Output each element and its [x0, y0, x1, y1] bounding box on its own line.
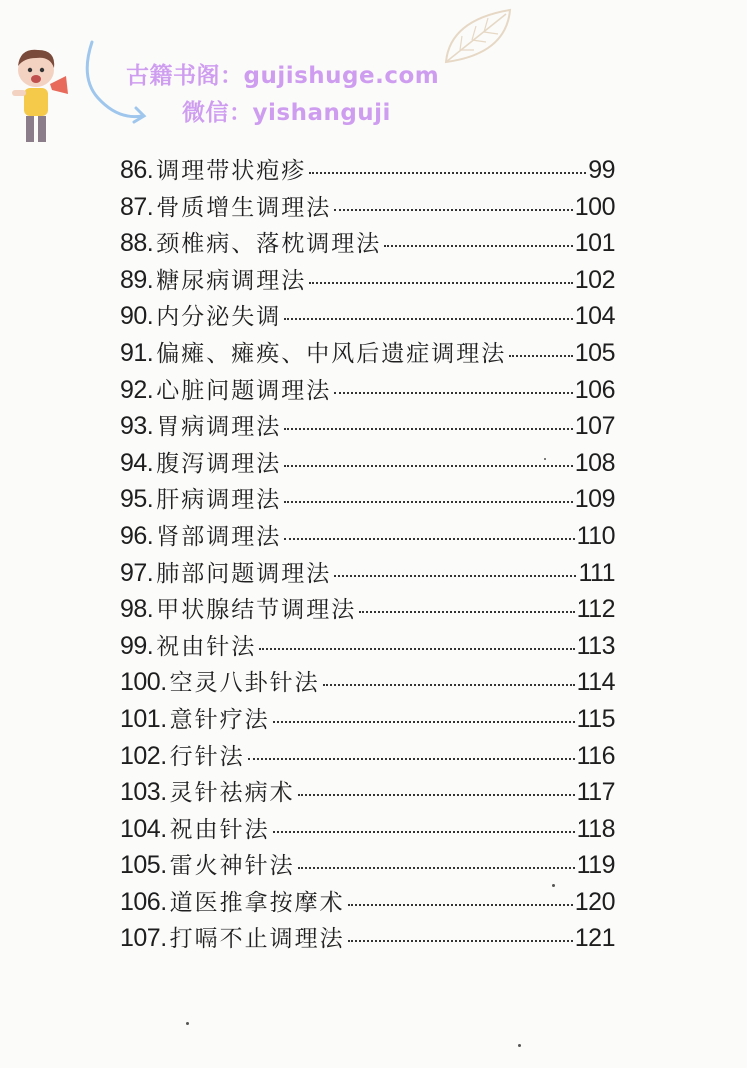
toc-entry-title: 祝由针法	[169, 816, 270, 843]
toc-dot-leader	[284, 501, 573, 503]
toc-entry-title: 道医推拿按摩术	[169, 889, 345, 916]
toc-entry-page: 104	[574, 302, 615, 331]
toc-entry-page: 117	[576, 778, 615, 807]
toc-entry-page: 106	[574, 375, 615, 404]
toc-entry	[120, 445, 615, 482]
toc-entry-number: 93.	[120, 412, 154, 441]
toc-entry-number: 90.	[120, 302, 154, 331]
toc-dot-leader	[348, 904, 573, 906]
toc-entry-page: 109	[574, 485, 615, 514]
toc-dot-leader	[309, 282, 573, 284]
toc-entry-number: 104.	[120, 814, 167, 843]
toc-dot-leader	[284, 538, 574, 540]
toc-entry-page: 100	[574, 192, 615, 221]
toc-entry-title: 调理带状疱疹	[156, 158, 307, 184]
toc-entry-number: 100.	[120, 668, 167, 697]
toc-dot-leader	[348, 940, 573, 942]
toc-entry-page: 114	[576, 668, 615, 697]
toc-entry	[120, 189, 615, 226]
toc-entry-page: 115	[576, 704, 615, 733]
toc-entry	[120, 920, 615, 957]
toc-entry	[120, 847, 615, 884]
toc-entry-page: 120	[574, 887, 615, 916]
toc-entry-page: 121	[574, 924, 615, 953]
toc-entry-number: 96.	[120, 521, 154, 550]
toc-entry-number: 99.	[120, 631, 154, 660]
toc-entry-number: 103.	[120, 778, 167, 807]
toc-entry	[120, 811, 615, 848]
scan-speck	[186, 1022, 189, 1025]
toc-entry-title: 灵针祛病术	[169, 780, 295, 807]
toc-entry-number: 97.	[120, 558, 154, 587]
toc-entry-page: 101	[574, 229, 615, 258]
toc-entry	[120, 555, 615, 592]
toc-entry	[120, 372, 615, 409]
toc-entry-title: 肾部调理法	[156, 523, 282, 550]
toc-entry-number: 89.	[120, 265, 154, 294]
toc-entry-page: 105	[574, 338, 615, 367]
toc-entry-title: 胃病调理法	[156, 414, 282, 441]
toc-entry-number: 101.	[120, 704, 167, 733]
toc-entry-title: 行针法	[169, 743, 245, 770]
watermark-site: 古籍书阁：gujishuge.com	[126, 63, 440, 89]
toc-dot-leader	[248, 758, 575, 760]
toc-entry-number: 106.	[120, 887, 167, 916]
toc-dot-leader	[334, 575, 576, 577]
toc-dot-leader	[273, 831, 575, 833]
toc-entry-page: 99	[588, 156, 615, 184]
watermark-wechat: 微信：yishanguji	[182, 100, 391, 126]
scan-speck	[552, 884, 555, 887]
toc-entry-title: 肺部问题调理法	[156, 560, 332, 587]
toc-entry-number: 86.	[120, 156, 154, 184]
toc-dot-leader	[284, 318, 573, 320]
toc-entry-title: 肝病调理法	[156, 487, 282, 514]
mascot-logo	[6, 40, 70, 150]
toc-dot-leader	[309, 172, 586, 174]
toc-entry-title: 心脏问题调理法	[156, 377, 332, 404]
toc-entry	[120, 738, 615, 775]
toc-dot-leader	[509, 355, 573, 357]
scan-speck	[518, 1044, 521, 1047]
toc-dot-leader	[273, 721, 575, 723]
toc-entry-number: 102.	[120, 741, 167, 770]
toc-entry-title: 骨质增生调理法	[156, 194, 332, 221]
toc-entry	[120, 298, 615, 335]
toc-dot-leader	[359, 611, 574, 613]
toc-dot-leader	[298, 867, 575, 869]
toc-entry-number: 107.	[120, 924, 167, 953]
leaf-icon	[440, 6, 518, 68]
toc-dot-leader	[334, 209, 573, 211]
toc-entry	[120, 774, 615, 811]
toc-entry-page: 116	[576, 741, 615, 770]
toc-entry-title: 糖尿病调理法	[156, 267, 307, 294]
toc-entry-number: 91.	[120, 338, 154, 367]
scan-speck	[544, 458, 546, 460]
toc-entry-page: 111	[578, 558, 615, 587]
toc-entry-page: 102	[574, 265, 615, 294]
table-of-contents	[120, 152, 615, 957]
toc-entry-number: 98.	[120, 595, 154, 624]
toc-dot-leader	[284, 465, 573, 467]
toc-entry-page: 118	[576, 814, 615, 843]
toc-dot-leader	[259, 648, 574, 650]
toc-entry-page: 112	[576, 595, 615, 624]
toc-entry-page: 110	[576, 521, 615, 550]
toc-entry-page: 107	[574, 412, 615, 441]
toc-dot-leader	[384, 245, 573, 247]
toc-entry-page: 119	[576, 851, 615, 880]
toc-entry-title: 意针疗法	[169, 706, 270, 733]
toc-entry-number: 94.	[120, 448, 154, 477]
toc-entry-page: 108	[574, 448, 615, 477]
toc-entry-number: 87.	[120, 192, 154, 221]
toc-dot-leader	[298, 794, 575, 796]
toc-entry-number: 92.	[120, 375, 154, 404]
toc-entry-title: 雷火神针法	[169, 853, 295, 880]
toc-dot-leader	[284, 428, 573, 430]
toc-entry-title: 颈椎病、落枕调理法	[156, 231, 382, 258]
toc-entry-number: 95.	[120, 485, 154, 514]
toc-entry	[120, 518, 615, 555]
toc-entry	[120, 335, 615, 372]
toc-entry-number: 88.	[120, 229, 154, 258]
toc-entry	[120, 701, 615, 738]
toc-entry-title: 偏瘫、瘫痪、中风后遗症调理法	[156, 340, 507, 367]
toc-entry	[120, 628, 615, 665]
toc-entry	[120, 591, 615, 628]
toc-entry	[120, 481, 615, 518]
toc-entry-page: 113	[576, 631, 615, 660]
toc-entry	[120, 152, 615, 189]
toc-entry-title: 甲状腺结节调理法	[156, 597, 357, 624]
toc-entry-title: 打嗝不止调理法	[169, 926, 345, 953]
toc-entry	[120, 262, 615, 299]
toc-entry	[120, 664, 615, 701]
toc-entry-title: 腹泻调理法	[156, 450, 282, 477]
toc-entry-title: 祝由针法	[156, 633, 257, 660]
toc-entry	[120, 225, 615, 262]
toc-entry-title: 内分泌失调	[156, 304, 282, 331]
toc-dot-leader	[323, 684, 575, 686]
toc-entry-number: 105.	[120, 851, 167, 880]
toc-dot-leader	[334, 392, 573, 394]
toc-entry	[120, 884, 615, 921]
toc-entry-title: 空灵八卦针法	[169, 670, 320, 697]
toc-entry	[120, 408, 615, 445]
